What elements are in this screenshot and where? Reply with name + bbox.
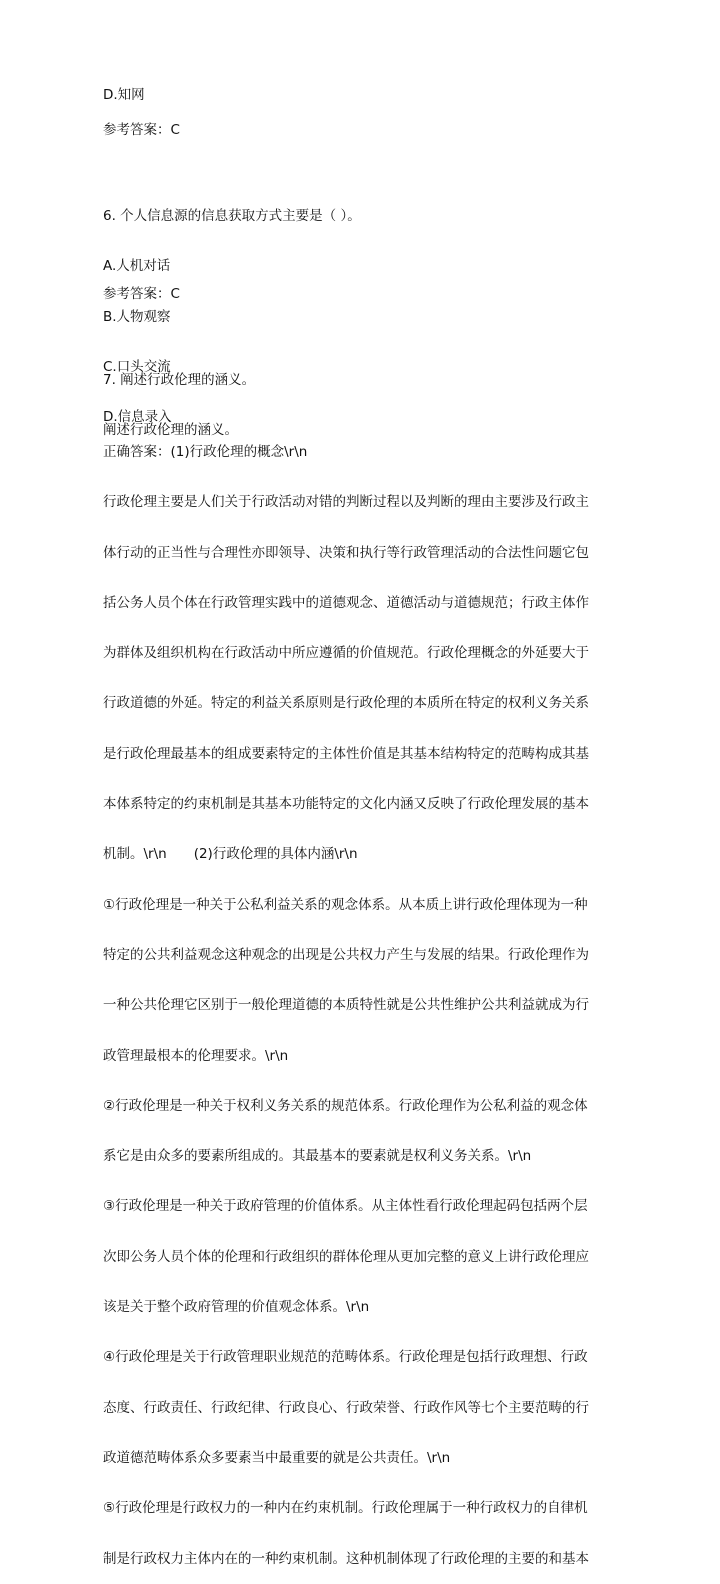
answer-line: 本体系特定的约束机制是其基本功能特定的文化内涵又反映了行政伦理发展的基本: [103, 796, 589, 813]
answer-line: 该是关于整个政府管理的价值观念体系。\r\n: [103, 1299, 370, 1316]
q7-answer: [103, 411, 589, 1584]
answer-line: 一种公共伦理它区别于一般伦理道德的本质特性就是公共性维护公共利益就成为行: [103, 997, 589, 1014]
answer-line: 系它是由众多的要素所组成的。其最基本的要素就是权利义务关系。\r\n: [103, 1148, 532, 1165]
answer-line: 行政伦理主要是人们关于行政活动对错的判断过程以及判断的理由主要涉及行政主: [103, 494, 589, 511]
q6-option-d: D.信息录入: [103, 409, 172, 426]
answer-line: 括公务人员个体在行政管理实践中的道德观念、道德活动与道德规范；行政主体作: [103, 594, 589, 611]
answer-line: ④行政伦理是关于行政管理职业规范的范畴体系。行政伦理是包括行政理想、行政: [103, 1349, 588, 1366]
answer-line: ③行政伦理是一种关于政府管理的价值体系。从主体性看行政伦理起码包括两个层: [103, 1198, 588, 1215]
q5-option-d: D.知网: [103, 87, 145, 103]
answer-line: 为群体及组织机构在行政活动中所应遵循的价值规范。行政伦理概念的外延要大于: [103, 645, 589, 662]
answer-line: 是行政伦理最基本的组成要素特定的主体性价值是其基本结构特定的范畴构成其基: [103, 745, 589, 762]
answer-line: ⑤行政伦理是行政权力的一种内在约束机制。行政伦理属于一种行政权力的自律机: [103, 1500, 588, 1517]
answer-line: 次即公务人员个体的伦理和行政组织的群体伦理从更加完整的意义上讲行政伦理应: [103, 1248, 589, 1265]
q6-option-c: C.口头交流: [103, 358, 171, 375]
q6-option-a: A.人机对话: [103, 258, 171, 275]
answer-line: 制是行政权力主体内在的一种约束机制。这种机制体现了行政伦理的主要的和基本: [103, 1550, 589, 1567]
q6-answer: 参考答案：C: [103, 286, 180, 302]
q7-stem: 7. 阐述行政伦理的涵义。: [103, 372, 256, 388]
answer-line: 政道德范畴体系众多要素当中最重要的就是公共责任。\r\n: [103, 1449, 451, 1466]
q5-answer: 参考答案：C: [103, 122, 180, 138]
answer-line: 态度、行政责任、行政纪律、行政良心、行政荣誉、行政作风等七个主要范畴的行: [103, 1399, 589, 1416]
answer-line: ①行政伦理是一种关于公私利益关系的观念体系。从本质上讲行政伦理体现为一种: [103, 896, 588, 913]
answer-line: 体行动的正当性与合理性亦即领导、决策和执行等行政管理活动的合法性问题它包: [103, 544, 589, 561]
answer-line: 机制。\r\n (2)行政伦理的具体内涵\r\n: [103, 846, 358, 863]
answer-line: 政管理最根本的伦理要求。\r\n: [103, 1047, 289, 1064]
answer-line: 正确答案：(1)行政伦理的概念\r\n: [103, 444, 308, 460]
q6-option-b: B.人物观察: [103, 308, 171, 325]
q6-stem: 6. 个人信息源的信息获取方式主要是（ ）。: [103, 208, 361, 224]
q7-restate: 阐述行政伦理的涵义。: [103, 422, 238, 439]
answer-line: ②行政伦理是一种关于权利义务关系的规范体系。行政伦理作为公私利益的观念体: [103, 1097, 588, 1114]
answer-line: 特定的公共利益观念这种观念的出现是公共权力产生与发展的结果。行政伦理作为: [103, 946, 589, 963]
answer-line: 行政道德的外延。特定的利益关系原则是行政伦理的本质所在特定的权利义务关系: [103, 695, 589, 712]
